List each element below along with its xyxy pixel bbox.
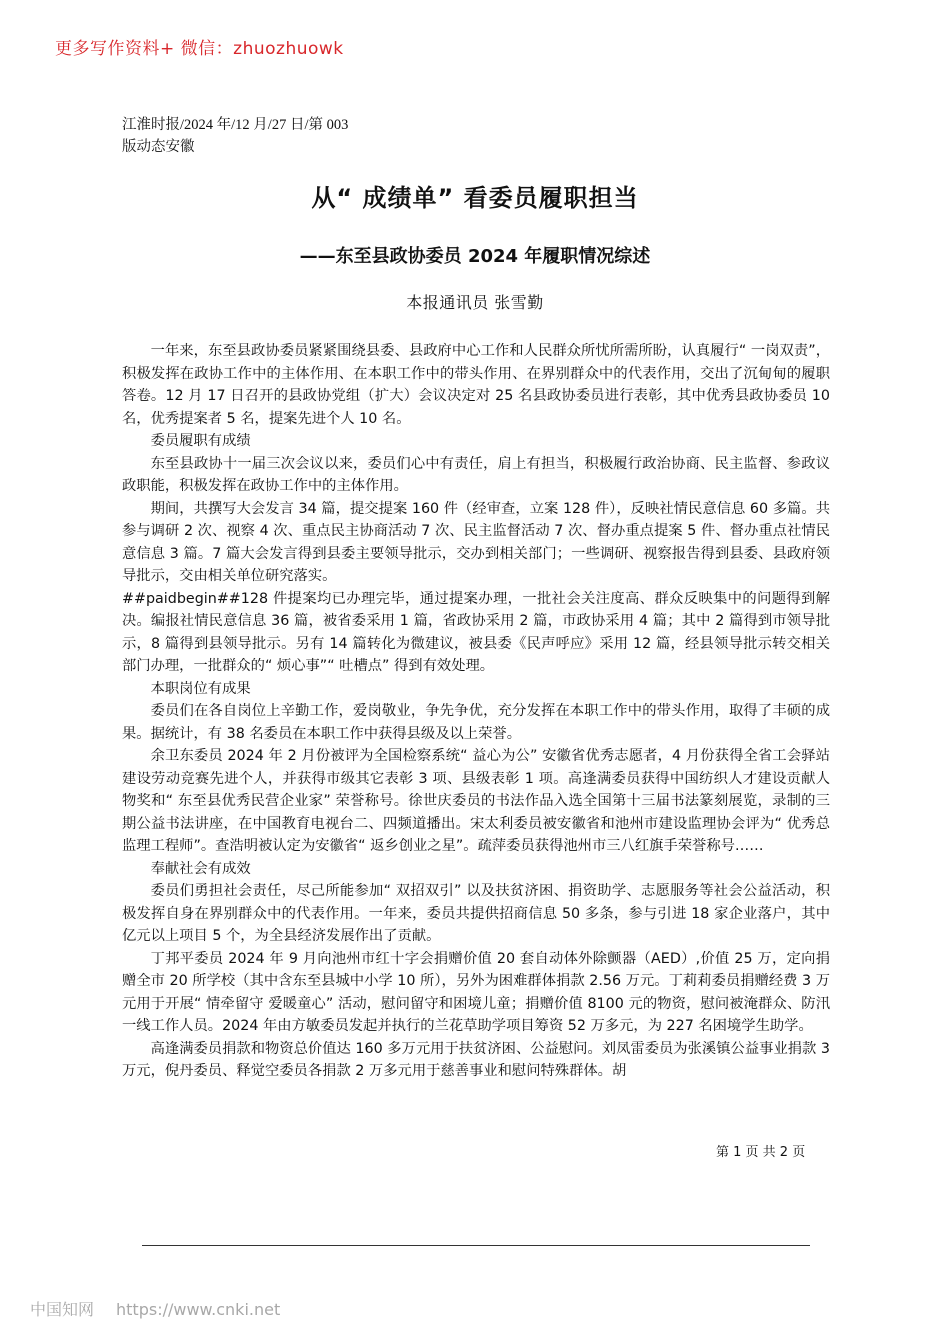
paragraph: 余卫东委员 2024 年 2 月份被评为全国检察系统“ 益心为公” 安徽省优秀志愿者，4 月份获得全省工会驿站建设劳动竞赛先进个人，并获得市级其它表彰 3 项、县级表彰 1 项。高逢满委员获得中国纺织人才建设贡献人物奖和“ 东至县优秀民营企业家” 荣誉称号。徐世庆委员的书法作品入选全国第十三届书法篆刻展览，录制的三期公益书法讲座，在中国教育电视台二、四频道播出。宋太利委员被安徽省和池州市建设监理协会评为“ 优秀总监理工程师”。查浩明被认定为安徽省“ 返乡创业之星”。疏萍委员获得池州市三八红旗手荣誉称号…… [122,748,830,854]
footer-divider [142,1245,810,1246]
source-info [122,114,348,158]
article-title: 从“ 成绩单” 看委员履职担当 [311,184,639,212]
source-line-1: 江淮时报/2024 年/12 月/27 日/第 003 [122,117,349,133]
paragraph: ##paidbegin##128 件提案均已办理完毕，通过提案办理，一批社会关注度高、群众反映集中的问题得到解决。编报社情民意信息 36 篇，被省委采用 1 篇，省政协采用 2 篇，市政协采用 4 篇；其中 2 篇得到市领导批示，8 篇得到县领导批示。另有 14 篇转化为微建议，被县委《民声呼应》采用 12 篇，经县领导批示转交相关部门办理，一批群众的“ 烦心事”“ 吐槽点” 得到有效处理。 [122,590,830,674]
paragraph: 东至县政协十一届三次会议以来，委员们心中有责任，肩上有担当，积极履行政治协商、民主监督、参政议政职能，积极发挥在政协工作中的主体作用。 [122,455,830,494]
section-heading: 奉献社会有成效 [150,860,251,877]
article-body [122,340,830,1083]
article-subtitle: ——东至县政协委员 2024 年履职情况综述 [299,246,651,267]
promo-banner: 更多写作资料+ 微信：zhuozhuowk [55,39,344,59]
article-byline: 本报通讯员 张雪勤 [406,293,544,312]
page-number: 第 1 页 共 2 页 [716,1145,806,1160]
cnki-brand: 中国知网 [30,1300,95,1319]
footer-watermark [30,1297,280,1320]
paragraph: 期间，共撰写大会发言 34 篇，提交提案 160 件（经审查，立案 128 件），反映社情民意信息 60 多篇。共参与调研 2 次、视察 4 次、重点民主协商活动 7 次、民主监督活动 7 次、督办重点提案 5 件、督办重点社情民意信息 3 篇。7 篇大会发言得到县委主要领导批示，交办到相关部门；一些调研、视察报告得到县委、县政府领导批示，交由相关单位研究落实。 [122,500,830,584]
paragraph: 委员们在各自岗位上辛勤工作，爱岗敬业，争先争优，充分发挥在本职工作中的带头作用，取得了丰硕的成果。据统计，有 38 名委员在本职工作中获得县级及以上荣誉。 [122,703,830,742]
source-line-2: 版动态安徽 [122,139,195,155]
paragraph: 一年来，东至县政协委员紧紧围绕县委、县政府中心工作和人民群众所忧所需所盼，认真履行“ 一岗双责”，积极发挥在政协工作中的主体作用、在本职工作中的带头作用、在界别群众中的代表作用，交出了沉甸甸的履职答卷。12 月 17 日召开的县政协党组（扩大）会议决定对 25 名县政协委员进行表彰，其中优秀县政协委员 10 名，优秀提案者 5 名，提案先进个人 10 名。 [122,343,830,427]
section-heading: 本职岗位有成果 [150,680,251,697]
paragraph: 丁邦平委员 2024 年 9 月向池州市红十字会捐赠价值 20 套自动体外除颤器（AED）,价值 25 万，定向捐赠全市 20 所学校（其中含东至县城中小学 10 所），另外为困难群体捐款 2.56 万元。丁莉莉委员捐赠经费 3 万元用于开展“ 情牵留守 爱暖童心” 活动，慰问留守和困境儿童；捐赠价值 8100 元的物资，慰问被淹群众、防汛一线工作人员。2024 年由方敏委员发起并执行的兰花草助学项目筹资 52 万多元，为 227 名困境学生助学。 [122,950,830,1034]
section-heading: 委员履职有成绩 [150,433,251,449]
paragraph: 委员们勇担社会责任，尽己所能参加“ 双招双引” 以及扶贫济困、捐资助学、志愿服务等社会公益活动，积极发挥自身在界别群众中的代表作用。一年来，委员共提供招商信息 50 多条，参与引进 18 家企业落户，其中亿元以上项目 5 个，为全县经济发展作出了贡献。 [122,883,830,944]
paragraph: 高逢满委员捐款和物资总价值达 160 多万元用于扶贫济困、公益慰问。刘凤雷委员为张溪镇公益事业捐款 3 万元，倪丹委员、释觉空委员各捐款 2 万多元用于慈善事业和慰问特殊群体。胡 [122,1040,830,1079]
cnki-url[interactable]: https://www.cnki.net [116,1300,281,1319]
